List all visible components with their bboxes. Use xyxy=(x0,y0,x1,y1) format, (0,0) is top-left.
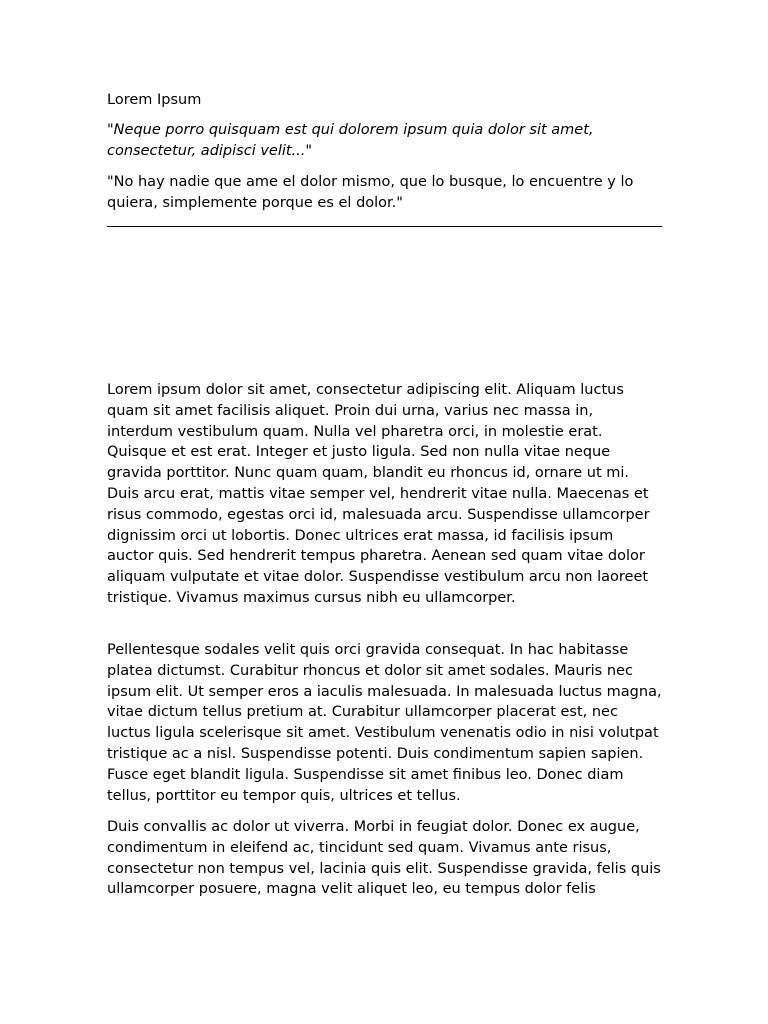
latin-quote-open-mark: " xyxy=(107,122,114,138)
spanish-quote: "No hay nadie que ame el dolor mismo, que lo busque, lo encuentre y lo quiera, simplemente porque es el dolor." xyxy=(107,174,634,211)
body-paragraph-3: Duis convallis ac dolor ut viverra. Morbi in feugiat dolor. Donec ex augue, condimentum in eleifend ac, tincidunt sed quam. Vivamus ante risus, consectetur non tempus vel, lacinia quis elit. Suspendisse gravida, felis quis ullamcorper posuere, magna velit aliquet leo, eu tempus dolor felis xyxy=(107,819,661,898)
latin-quote-text: Neque porro quisquam est qui dolorem ipsum quia dolor sit amet, consectetur, adipisci velit... xyxy=(107,122,594,159)
latin-quote-close-mark: " xyxy=(305,143,313,159)
horizontal-divider xyxy=(107,226,662,227)
latin-quote xyxy=(107,120,663,162)
body-paragraph-1: Lorem ipsum dolor sit amet, consectetur adipiscing elit. Aliquam luctus quam sit amet facilisis aliquet. Proin dui urna, varius nec massa in, interdum vestibulum quam. Nulla vel pharetra orci, in molestie erat. Quisque et est erat. Integer et justo ligula. Sed non nulla vitae neque gravida porttitor. Nunc quam quam, blandit eu rhoncus id, ornare ut mi. Duis arcu erat, mattis vitae semper vel, hendrerit vitae nulla. Maecenas et risus commodo, egestas orci id, malesuada arcu. Suspendisse ullamcorper dignissim orci ut lobortis. Donec ultrices erat massa, id facilisis ipsum auctor quis. Sed hendrerit tempus pharetra. Aenean sed quam vitae dolor aliquam vulputate et vitae dolor. Suspendisse vestibulum arcu non laoreet tristique. Vivamus maximus cursus nibh eu ullamcorper. xyxy=(107,382,650,606)
body-paragraph-2: Pellentesque sodales velit quis orci gravida consequat. In hac habitasse platea dictumst. Curabitur rhoncus et dolor sit amet sodales. Mauris nec ipsum elit. Ut semper eros a iaculis malesuada. In malesuada luctus magna, vitae dictum tellus pretium at. Curabitur ullamcorper placerat est, nec luctus ligula scelerisque sit amet. Vestibulum venenatis odio in nisi volutpat tristique ac a nisl. Suspendisse potenti. Duis condimentum sapien sapien. Fusce eget blandit ligula. Suspendisse sit amet finibus leo. Donec diam tellus, porttitor eu tempor quis, ultrices et tellus. xyxy=(107,642,662,804)
document-title: Lorem Ipsum xyxy=(107,92,202,108)
